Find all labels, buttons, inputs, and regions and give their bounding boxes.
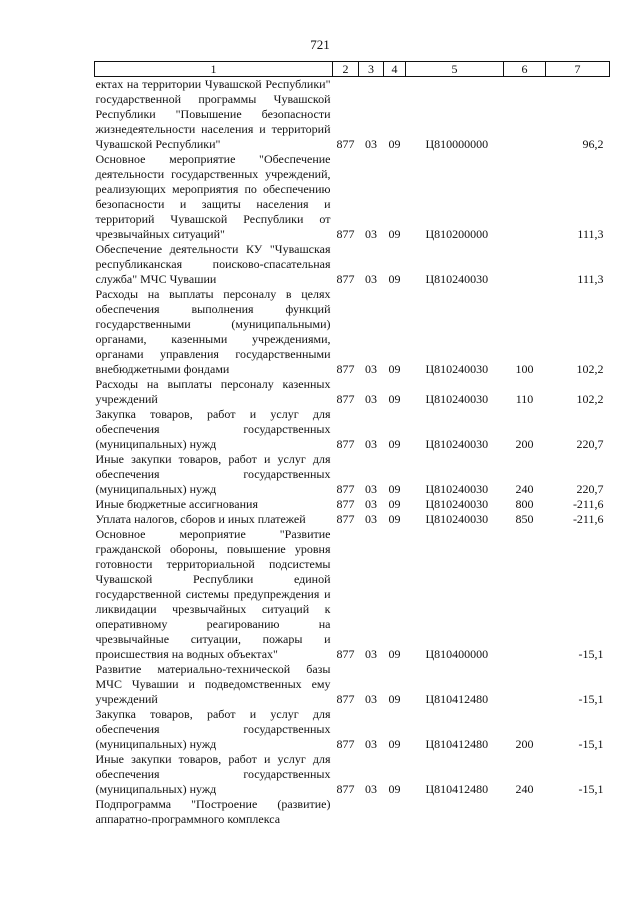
cell-ministry-code: 877: [336, 647, 355, 661]
table-row: [95, 707, 610, 752]
cell-ministry-code: 877: [336, 737, 355, 751]
cell-target-article: Ц810412480: [425, 692, 489, 706]
cell-ministry-code: 877: [336, 362, 355, 376]
cell-ministry-code: 877: [336, 482, 355, 496]
cell-subsection: 09: [388, 437, 401, 451]
table-row: [95, 452, 610, 497]
table-row: [95, 407, 610, 452]
cell-expense-type: 200: [515, 437, 534, 451]
cell-description: Развитие материально-технической базы МЧС Чувашии и подведомственных ему учреждений: [95, 662, 331, 706]
cell-section: 03: [365, 497, 377, 511]
cell-target-article: Ц810200000: [425, 227, 489, 241]
cell-subsection: 09: [388, 497, 401, 511]
cell-section: 03: [365, 137, 377, 151]
cell-amount: 102,2: [576, 392, 604, 406]
cell-ministry-code: 877: [336, 392, 355, 406]
table-header-row: [95, 62, 610, 77]
cell-subsection: 09: [388, 227, 401, 241]
cell-section: 03: [365, 647, 377, 661]
cell-target-article: Ц810412480: [425, 782, 489, 796]
cell-expense-type: 200: [515, 737, 534, 751]
cell-subsection: 09: [388, 512, 401, 526]
cell-target-article: Ц810412480: [425, 737, 489, 751]
cell-ministry-code: 877: [336, 227, 355, 241]
cell-target-article: Ц810240030: [425, 482, 489, 496]
cell-amount: 111,3: [577, 272, 604, 286]
table-row: [95, 497, 610, 512]
cell-section: 03: [365, 362, 377, 376]
cell-expense-type: [504, 242, 546, 287]
cell-section: 03: [365, 227, 377, 241]
cell-ministry-code: 877: [336, 512, 355, 526]
cell-expense-type: [504, 152, 546, 242]
cell-ministry-code: [333, 797, 359, 827]
table-row: [95, 242, 610, 287]
column-header-7: 7: [546, 62, 610, 77]
cell-description: Расходы на выплаты персоналу казенных учреждений: [95, 377, 331, 406]
cell-ministry-code: 877: [336, 272, 355, 286]
cell-section: 03: [365, 692, 377, 706]
cell-expense-type: 240: [515, 782, 534, 796]
cell-section: 03: [365, 782, 377, 796]
cell-amount: 96,2: [582, 137, 604, 151]
cell-target-article: Ц810240030: [425, 497, 489, 511]
cell-subsection: 09: [388, 647, 401, 661]
cell-target-article: [406, 797, 504, 827]
budget-table: [94, 61, 610, 827]
cell-section: 03: [365, 272, 377, 286]
page-number: 721: [310, 37, 330, 52]
table-row: [95, 512, 610, 527]
cell-description: Иные бюджетные ассигнования: [95, 497, 258, 511]
cell-description: Обеспечение деятельности КУ "Чувашская республиканская поисково-спасательная служба" МЧС Чувашии: [95, 242, 331, 286]
cell-ministry-code: 877: [336, 497, 355, 511]
cell-target-article: Ц810240030: [425, 362, 489, 376]
cell-subsection: 09: [388, 737, 401, 751]
table-row: [95, 527, 610, 662]
cell-subsection: 09: [388, 692, 401, 706]
cell-amount: -15,1: [578, 647, 604, 661]
cell-description: Подпрограмма "Построение (развитие) аппаратно-программного комплекса: [95, 797, 331, 826]
cell-amount: -15,1: [578, 782, 604, 796]
cell-description: Иные закупки товаров, работ и услуг для обеспечения государственных (муниципальных) нужд: [95, 752, 331, 796]
cell-expense-type: [504, 662, 546, 707]
cell-expense-type: 110: [515, 392, 534, 406]
cell-target-article: Ц810240030: [425, 392, 489, 406]
cell-amount: -15,1: [578, 692, 604, 706]
cell-description: Иные закупки товаров, работ и услуг для обеспечения государственных (муниципальных) нужд: [95, 452, 331, 496]
cell-subsection: 09: [388, 362, 401, 376]
cell-expense-type: 850: [515, 512, 534, 526]
cell-section: 03: [365, 437, 377, 451]
column-header-1: 1: [95, 62, 333, 77]
cell-target-article: Ц810000000: [425, 137, 489, 151]
cell-expense-type: 100: [515, 362, 534, 376]
cell-amount: 102,2: [576, 362, 604, 376]
cell-expense-type: [504, 797, 546, 827]
cell-expense-type: [504, 527, 546, 662]
cell-amount: [546, 797, 610, 827]
cell-section: 03: [365, 512, 377, 526]
cell-description: Закупка товаров, работ и услуг для обеспечения государственных (муниципальных) нужд: [95, 707, 331, 751]
table-row: [95, 797, 610, 827]
table-row: [95, 662, 610, 707]
cell-section: 03: [365, 482, 377, 496]
cell-ministry-code: 877: [336, 137, 355, 151]
cell-ministry-code: 877: [336, 437, 355, 451]
cell-description: Уплата налогов, сборов и иных платежей: [95, 512, 306, 526]
cell-target-article: Ц810240030: [425, 272, 489, 286]
cell-section: [359, 797, 384, 827]
cell-subsection: 09: [388, 482, 401, 496]
cell-description: Закупка товаров, работ и услуг для обеспечения государственных (муниципальных) нужд: [95, 407, 331, 451]
cell-subsection: 09: [388, 272, 401, 286]
cell-amount: -211,6: [572, 512, 604, 526]
table-row: [95, 377, 610, 407]
cell-expense-type: [504, 77, 546, 153]
table-row: [95, 752, 610, 797]
column-header-5: 5: [406, 62, 504, 77]
cell-subsection: 09: [388, 782, 401, 796]
cell-amount: 220,7: [576, 482, 604, 496]
cell-amount: 220,7: [576, 437, 604, 451]
cell-expense-type: 240: [515, 482, 534, 496]
cell-section: 03: [365, 392, 377, 406]
table-row: [95, 287, 610, 377]
cell-ministry-code: 877: [336, 782, 355, 796]
cell-amount: -211,6: [572, 497, 604, 511]
cell-amount: 111,3: [577, 227, 604, 241]
cell-subsection: 09: [388, 392, 401, 406]
cell-target-article: Ц810240030: [425, 437, 489, 451]
cell-subsection: [384, 797, 406, 827]
cell-ministry-code: 877: [336, 692, 355, 706]
cell-target-article: Ц810240030: [425, 512, 489, 526]
cell-subsection: 09: [388, 137, 401, 151]
column-header-4: 4: [384, 62, 406, 77]
cell-amount: -15,1: [578, 737, 604, 751]
cell-description: Основное мероприятие "Развитие гражданской обороны, повышение уровня готовности территориальной подсистемы Чувашской Республики единой государственной системы предупреждения и ликвидации чрезвычайных ситуаций к оперативному реагированию на чрезвычайные ситуации, пожары и происшествия на водных объектах": [95, 527, 331, 661]
column-header-3: 3: [359, 62, 384, 77]
column-header-6: 6: [504, 62, 546, 77]
cell-section: 03: [365, 737, 377, 751]
cell-description: Расходы на выплаты персоналу в целях обеспечения выполнения функций государственными (муниципальными) органами, казенными учреждениями, органами управления государственными внебюджетными фондами: [95, 287, 331, 376]
table-row: [95, 77, 610, 153]
cell-expense-type: 800: [515, 497, 534, 511]
cell-target-article: Ц810400000: [425, 647, 489, 661]
table-row: [95, 152, 610, 242]
column-header-2: 2: [333, 62, 359, 77]
cell-description: Основное мероприятие "Обеспечение деятельности государственных учреждений, реализующих мероприятия по обеспечению безопасности и защиты населения и территорий Чувашской Республики от чрезвычайных ситуаций": [95, 152, 331, 241]
cell-description: ектах на территории Чувашской Республики" государственной программы Чувашской Республики "Повышение безопасности жизнедеятельности населения и территорий Чувашской Республики": [95, 77, 331, 151]
